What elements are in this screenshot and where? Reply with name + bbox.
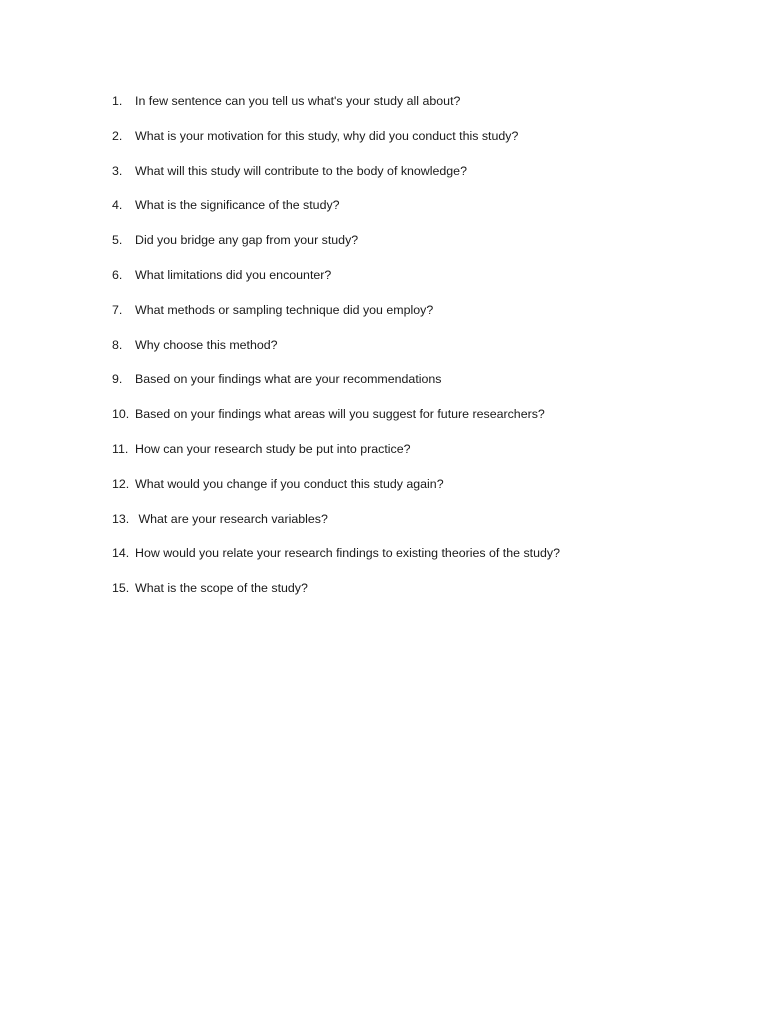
- item-text: What is the significance of the study?: [135, 198, 340, 213]
- item-number: 6.: [112, 267, 123, 282]
- item-text: What methods or sampling technique did you employ?: [135, 302, 434, 317]
- item-number: 4.: [112, 198, 123, 213]
- item-text: What are your research variables?: [135, 511, 328, 526]
- item-text: What would you change if you conduct this study again?: [135, 476, 444, 491]
- item-text: In few sentence can you tell us what's your study all about?: [135, 94, 461, 108]
- list-item: [112, 92, 732, 127]
- list-item: [112, 544, 732, 579]
- item-number: 12.: [112, 476, 130, 491]
- item-number: 11.: [112, 441, 129, 456]
- item-text: What will this study will contribute to the body of knowledge?: [135, 163, 467, 178]
- list-item: [112, 475, 732, 510]
- list-item: [112, 440, 732, 475]
- item-text: How can your research study be put into practice?: [135, 441, 411, 456]
- item-number: 3.: [112, 163, 123, 178]
- item-number: 2.: [112, 128, 123, 143]
- list-item: [112, 336, 732, 371]
- item-number: 8.: [112, 337, 123, 352]
- item-number: 5.: [112, 233, 123, 248]
- list-item: [112, 231, 732, 266]
- item-number: 1.: [112, 94, 123, 108]
- item-text: Based on your findings what areas will you suggest for future researchers?: [135, 407, 545, 422]
- item-number: 13.: [112, 511, 130, 526]
- list-item: [112, 266, 732, 301]
- item-text: What is your motivation for this study, why did you conduct this study?: [135, 128, 519, 143]
- item-text: How would you relate your research findings to existing theories of the study?: [135, 546, 560, 561]
- list-item: [112, 162, 732, 197]
- list-item: [112, 301, 732, 336]
- list-item: [112, 405, 732, 440]
- item-number: 9.: [112, 372, 123, 387]
- item-text: Why choose this method?: [135, 337, 278, 352]
- list-item: [112, 370, 732, 405]
- list-item: [112, 196, 732, 231]
- item-text: Did you bridge any gap from your study?: [135, 233, 359, 248]
- item-text: Based on your findings what are your recommendations: [135, 372, 442, 387]
- question-list: [112, 92, 732, 614]
- item-number: 10.: [112, 407, 130, 422]
- item-number: 15.: [112, 581, 130, 596]
- list-item: [112, 127, 732, 162]
- item-text: What is the scope of the study?: [135, 581, 308, 596]
- item-text: What limitations did you encounter?: [135, 267, 332, 282]
- item-number: 14.: [112, 546, 130, 561]
- item-number: 7.: [112, 302, 123, 317]
- list-item: [112, 579, 732, 614]
- list-item: [112, 510, 732, 545]
